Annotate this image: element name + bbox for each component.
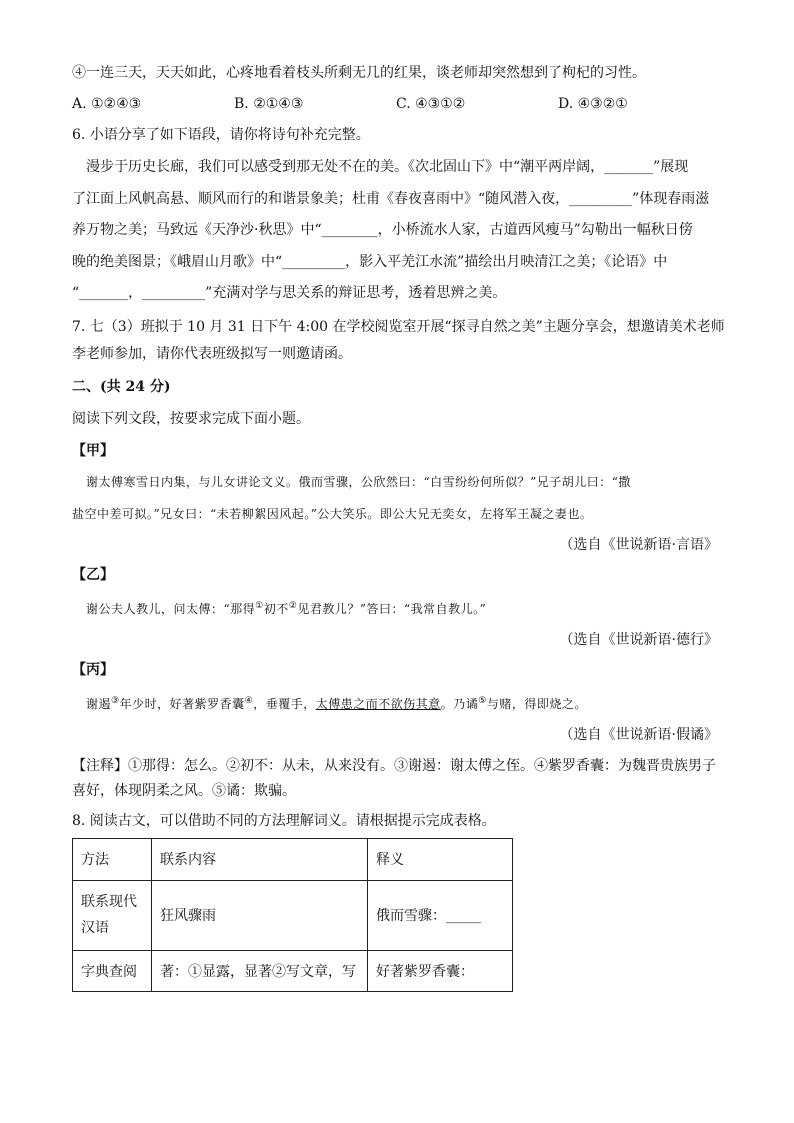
jia-source: （选自《世说新语·言语》 [559, 536, 718, 553]
option-b: B. ②①④③ [234, 96, 304, 112]
q5-option-line-4: ④一连三天，天天如此，心疼地看着枝头所剩无几的红果，谈老师却突然想到了枸杞的习性。 [72, 65, 646, 81]
q8-table [72, 838, 513, 992]
jia-line: 谢太傅寒雪日内集，与儿女讲论文义。俄而雪骤，公欣然曰：“白雪纷纷何所似？”兄子胡儿曰：“撒 [86, 474, 631, 489]
q6-line: 漫步于历史长廊，我们可以感受到那无处不在的美。《次北固山下》中“潮平两岸阔，_______”展现 [86, 159, 689, 175]
bing-text: 与赌，得即烧之。 [486, 696, 587, 711]
table-cell: 俄而雪骤：_____ [368, 880, 513, 950]
jia-line: 盐空中差可拟。”兄女曰：“未若柳絮因风起。”公大笑乐。即公大兄无奕女，左将军王凝之妻也。 [72, 506, 593, 521]
q6-line: 晚的绝美图景；《峨眉山月歌》中“_________，影入平羌江水流”描绘出月映清江之美；《论语》中 [72, 253, 668, 270]
passage-yi-tag: 【乙】 [72, 566, 114, 583]
passage-bing-tag: 【丙】 [72, 661, 114, 678]
note-marker: ④ [244, 695, 254, 706]
table-header-cell: 释义 [368, 838, 513, 880]
bing-source: （选自《世说新语·假谲》 [559, 726, 718, 743]
option-a: A. ①②④③ [72, 96, 142, 112]
section-2-title: 二、(共 24 分) [72, 378, 171, 395]
bing-text: 谢遏 [86, 696, 112, 711]
q5-options [72, 93, 722, 115]
table-header-row [73, 838, 513, 880]
bing-text: ，垂覆手， [253, 696, 316, 711]
passage-jia-tag: 【甲】 [72, 442, 114, 459]
q6-line: 了江面上风帆高悬、顺风而行的和谐景象美；杜甫《春夜喜雨中》“随风潜入夜，_________”体现春雨滋 [72, 190, 710, 207]
note-marker: ② [288, 600, 298, 611]
q7-line: 李老师参加，请你代表班级拟写一则邀请函。 [72, 345, 352, 362]
option-d: D. ④③②① [558, 96, 628, 112]
note-marker: ⑤ [478, 695, 487, 706]
q8-title: 8. 阅读古文，可以借助不同的方法理解词义。请根据提示完成表格。 [72, 812, 496, 829]
q7-line: 7. 七（3）班拟于 10 月 31 日下午 4:00 在学校阅览室开展“探寻自然之美”主题分享会，想邀请美术老师 [72, 318, 725, 335]
bing-text: 。乃谲 [440, 696, 479, 711]
yi-source: （选自《世说新语·德行》 [559, 631, 718, 648]
table-header-cell: 方法 [73, 838, 152, 880]
q6-title: 6. 小语分享了如下语段，请你将诗句补充完整。 [72, 127, 370, 143]
option-c: C. ④③①② [396, 96, 466, 112]
yi-text: 谢公夫人教儿，问太傅：“那得 [86, 601, 256, 616]
yi-text: 初不 [263, 601, 289, 616]
table-cell: 字典查阅 [73, 950, 152, 991]
underlined-sentence: 太傅患之而不欲伤其意 [315, 696, 441, 711]
notes-line: 喜好，体现阴柔之风。⑤谲：欺骗。 [72, 782, 296, 799]
note-marker: ① [255, 600, 264, 611]
document-page [72, 62, 725, 992]
notes-line: 【注释】①那得：怎么。②初不：从未，从来没有。③谢遏：谢太傅之侄。④紫罗香囊：为魏晋贵族男子 [72, 757, 716, 774]
q6-passage [72, 152, 722, 310]
table-header-cell: 联系内容 [152, 838, 368, 880]
bing-text: 年少时，好著紫罗香囊 [119, 696, 245, 711]
q7-block [72, 314, 725, 368]
table-cell: 好著紫罗香囊： [368, 950, 513, 991]
yi-text: 见君教儿？”答曰：“我常自教儿。” [297, 601, 487, 616]
table-cell: 著：①显露，显著②写文章，写 [152, 950, 368, 991]
table-row [73, 880, 513, 950]
table-cell: 狂风骤雨 [152, 880, 368, 950]
notes [72, 754, 722, 804]
passage-jia [72, 466, 722, 530]
passage-bing [72, 685, 722, 720]
section-2-instruction: 阅读下列文段，按要求完成下面小题。 [72, 410, 310, 427]
passage-yi [72, 590, 722, 625]
note-marker: ③ [111, 695, 120, 706]
table-row [73, 950, 513, 991]
q6-line: “_______，_________”充满对学与思关系的辩证思考，透着思辨之美。 [72, 285, 507, 301]
table-cell: 联系现代汉语 [73, 880, 152, 950]
q6-line: 养万物之美；马致远《天净沙·秋思》中“________，小桥流水人家，古道西风瘦马”勾勒出一幅秋日傍 [72, 222, 693, 238]
